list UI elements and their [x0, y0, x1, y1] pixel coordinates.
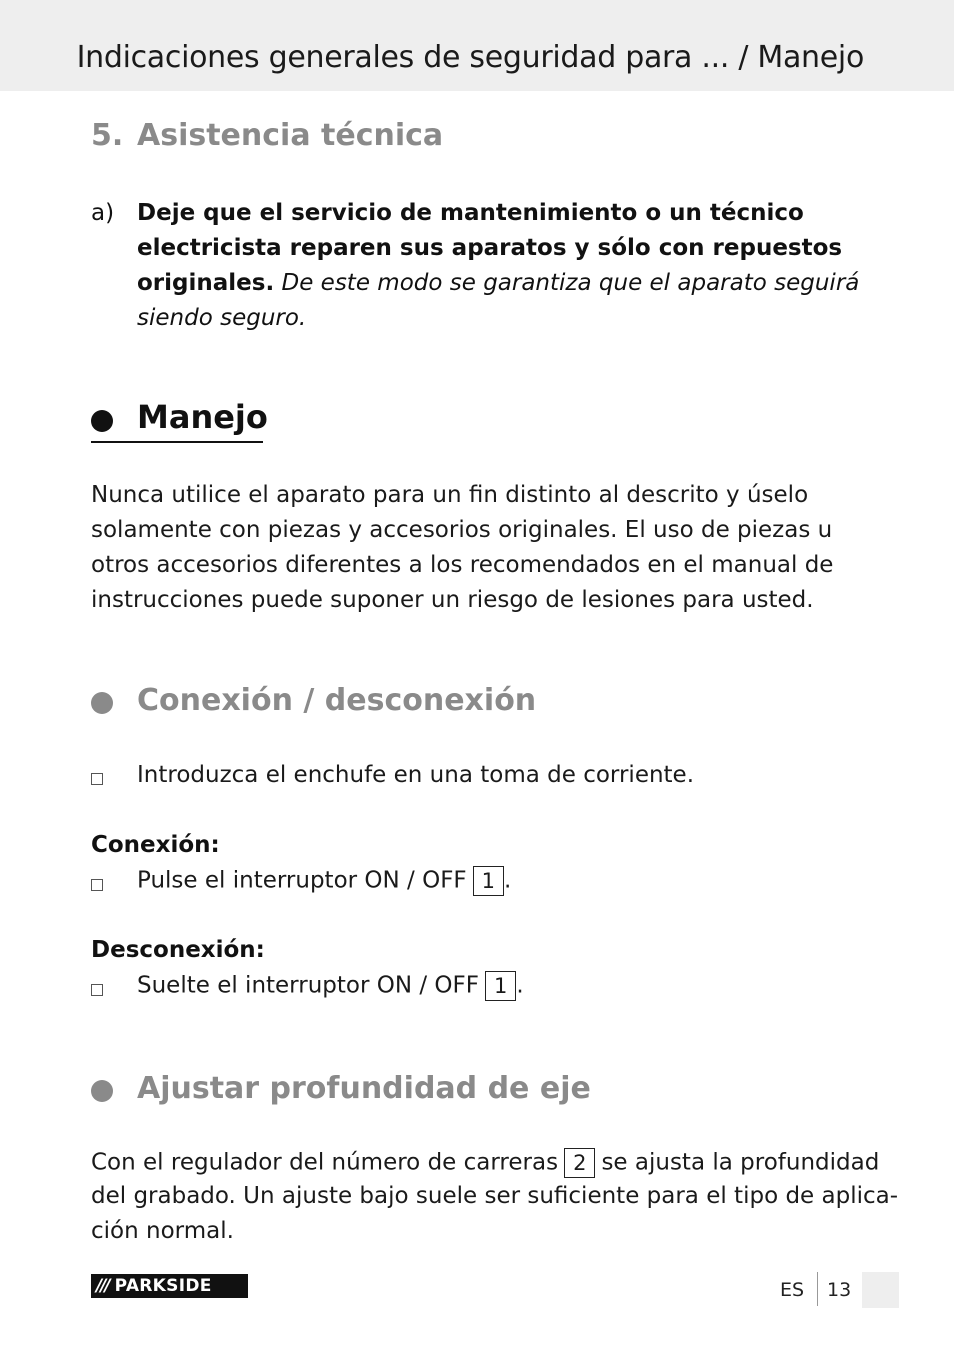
- part-ref-box: 1: [485, 971, 516, 1001]
- bullet-icon: [91, 1080, 113, 1102]
- manejo-paragraph: Nunca utilice el aparato para un fin distinto al descrito y úselo solamente con piezas y accesorios originales. El uso de piezas u otros accesorios diferentes a los recomendados en el manual de instrucciones puede suponer un riesgo de lesiones para usted.: [91, 482, 834, 613]
- logo-stripes: ///: [96, 1276, 109, 1296]
- checkbox-icon: [91, 984, 103, 996]
- item-a-italic: De este modo se garantiza que el aparato seguirá siendo seguro.: [137, 270, 860, 331]
- part-ref-box: 2: [564, 1148, 595, 1178]
- conexion-heading: Conexión / desconexión: [137, 683, 537, 718]
- profundidad-line-1: [91, 1148, 879, 1178]
- conexion-subheading: Conexión:: [91, 832, 220, 858]
- parkside-logo: [91, 1274, 248, 1298]
- period: .: [516, 972, 524, 999]
- page-header-title: Indicaciones generales de seguridad para ... / Manejo: [76, 40, 864, 75]
- logo-text: PARKSIDE: [114, 1276, 212, 1296]
- step-plug-in: Introduzca el enchufe en una toma de corriente.: [137, 762, 695, 788]
- profundidad-line-2: del grabado. Un ajuste bajo suele ser suficiente para el tipo de aplica-: [91, 1183, 899, 1209]
- manejo-heading: Manejo: [137, 398, 268, 436]
- page-tab-marker: [862, 1272, 899, 1308]
- bullet-icon: [91, 410, 113, 432]
- step-text: Suelte el interruptor ON / OFF: [137, 972, 479, 999]
- desconexion-subheading: Desconexión:: [91, 937, 265, 963]
- part-ref-box: 1: [473, 866, 504, 896]
- profundidad-heading: Ajustar profundidad de eje: [137, 1071, 591, 1106]
- checkbox-icon: [91, 879, 103, 891]
- step-text: Pulse el interruptor ON / OFF: [137, 867, 467, 894]
- section-title: Asistencia técnica: [137, 118, 444, 153]
- text-segment: se ajusta la profundidad: [601, 1149, 880, 1176]
- language-code: ES: [780, 1279, 805, 1301]
- profundidad-line-3: ción normal.: [91, 1218, 234, 1244]
- section-number: 5.: [91, 118, 124, 153]
- heading-underline: [91, 441, 263, 443]
- step-switch-off: [137, 971, 524, 1001]
- item-a-text: [137, 196, 877, 336]
- section-5-heading: [91, 118, 443, 153]
- item-label: a): [91, 200, 115, 226]
- step-switch-on: [137, 866, 511, 896]
- checkbox-icon: [91, 773, 103, 785]
- text-segment: Con el regulador del número de carreras: [91, 1149, 559, 1176]
- page-number: 13: [827, 1279, 852, 1301]
- footer-divider: [817, 1272, 818, 1306]
- bullet-icon: [91, 692, 113, 714]
- item-a-bold: Deje que el servicio de mantenimiento o un técnico electricista reparen sus aparatos y sólo con repuestos originales.: [137, 200, 843, 296]
- period: .: [504, 867, 512, 894]
